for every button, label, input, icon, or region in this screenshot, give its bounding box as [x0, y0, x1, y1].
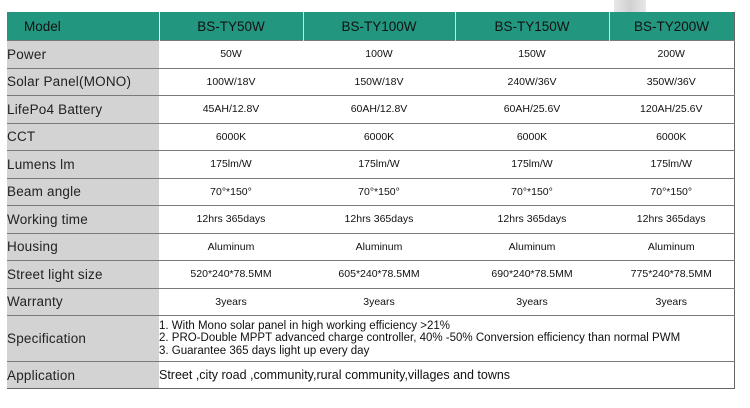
row-label: LifePo4 Battery — [7, 96, 159, 124]
table-row — [7, 123, 734, 151]
cell-value: 120AH/25.6V — [609, 96, 734, 124]
application-label: Application — [7, 362, 159, 389]
cell-value: 6000K — [303, 123, 455, 151]
cell-value: 70°*150° — [609, 178, 734, 206]
cell-value: 175lm/W — [609, 151, 734, 179]
specification-row — [7, 316, 734, 362]
spec-table — [7, 12, 735, 389]
cell-value: 100W — [303, 41, 455, 69]
specification-label: Specification — [7, 316, 159, 362]
cell-value: Aluminum — [303, 233, 455, 261]
cell-value: 3years — [303, 288, 455, 316]
cell-value: 70°*150° — [303, 178, 455, 206]
table-row — [7, 41, 734, 69]
header-model-label: Model — [7, 12, 159, 41]
cell-value: 60AH/25.6V — [455, 96, 609, 124]
cell-value: 6000K — [455, 123, 609, 151]
cell-value: 70°*150° — [455, 178, 609, 206]
row-label: Lumens lm — [7, 151, 159, 179]
row-label: Power — [7, 41, 159, 69]
application-text: Street ,city road ,community,rural community,villages and towns — [159, 362, 734, 389]
cell-value: 12hrs 365days — [609, 206, 734, 234]
cell-value: 150W/18V — [303, 68, 455, 96]
cell-value: 45AH/12.8V — [159, 96, 303, 124]
cell-value: 200W — [609, 41, 734, 69]
table-header-row — [7, 12, 734, 41]
cell-value: 690*240*78.5MM — [455, 261, 609, 289]
table-row — [7, 288, 734, 316]
row-label: Solar Panel(MONO) — [7, 68, 159, 96]
cell-value: Aluminum — [159, 233, 303, 261]
cell-value: 775*240*78.5MM — [609, 261, 734, 289]
header-model-4: BS-TY200W — [609, 12, 734, 41]
table-row — [7, 151, 734, 179]
watermark-decoration — [614, 0, 646, 12]
cell-value: 6000K — [159, 123, 303, 151]
cell-value: 350W/36V — [609, 68, 734, 96]
cell-value: 605*240*78.5MM — [303, 261, 455, 289]
cell-value: Aluminum — [609, 233, 734, 261]
cell-value: 175lm/W — [303, 151, 455, 179]
cell-value: 50W — [159, 41, 303, 69]
cell-value: 3years — [455, 288, 609, 316]
row-label: Street light size — [7, 261, 159, 289]
cell-value: 3years — [159, 288, 303, 316]
cell-value: 12hrs 365days — [159, 206, 303, 234]
cell-value: 70°*150° — [159, 178, 303, 206]
header-model-2: BS-TY100W — [303, 12, 455, 41]
row-label: Beam angle — [7, 178, 159, 206]
cell-value: Aluminum — [455, 233, 609, 261]
cell-value: 240W/36V — [455, 68, 609, 96]
specification-text — [159, 316, 734, 362]
row-label: Warranty — [7, 288, 159, 316]
application-row — [7, 362, 734, 389]
row-label: CCT — [7, 123, 159, 151]
cell-value: 520*240*78.5MM — [159, 261, 303, 289]
cell-value: 12hrs 365days — [303, 206, 455, 234]
table-row — [7, 233, 734, 261]
cell-value: 175lm/W — [455, 151, 609, 179]
table-row — [7, 178, 734, 206]
cell-value: 60AH/12.8V — [303, 96, 455, 124]
table-row — [7, 96, 734, 124]
cell-value: 100W/18V — [159, 68, 303, 96]
row-label: Working time — [7, 206, 159, 234]
header-model-1: BS-TY50W — [159, 12, 303, 41]
table-row — [7, 206, 734, 234]
table-row — [7, 261, 734, 289]
spec-line: 1. With Mono solar panel in high working efficiency >21% — [159, 319, 450, 332]
cell-value: 6000K — [609, 123, 734, 151]
spec-line: 2. PRO-Double MPPT advanced charge controller, 40% -50% Conversion efficiency than normal PWM — [159, 332, 681, 345]
header-model-3: BS-TY150W — [455, 12, 609, 41]
spec-line: 3. Guarantee 365 days light up every day — [159, 344, 370, 357]
table-row — [7, 68, 734, 96]
cell-value: 175lm/W — [159, 151, 303, 179]
cell-value: 3years — [609, 288, 734, 316]
cell-value: 12hrs 365days — [455, 206, 609, 234]
row-label: Housing — [7, 233, 159, 261]
cell-value: 150W — [455, 41, 609, 69]
